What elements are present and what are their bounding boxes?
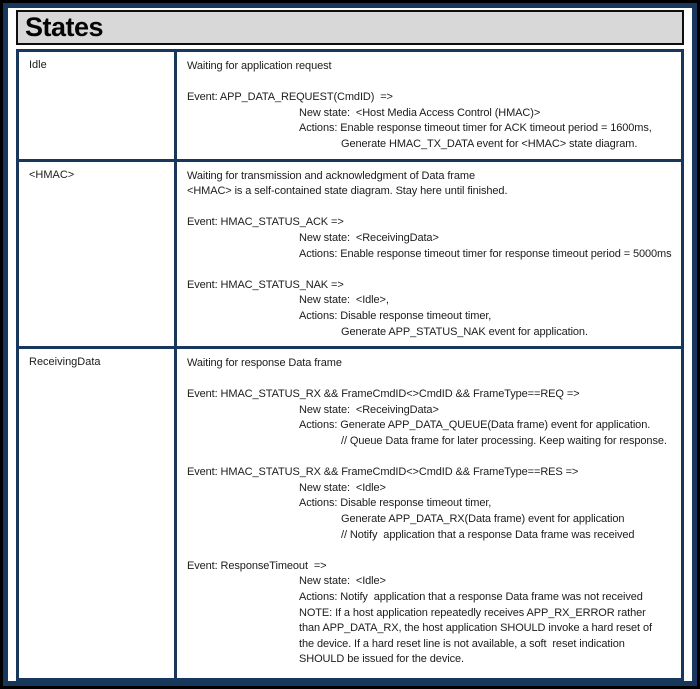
states-table <box>16 49 684 681</box>
content-line: Event: HMAC_STATUS_NAK => <box>187 278 344 291</box>
content-line: <HMAC> is a self-contained state diagram. Stay here until finished. <box>187 185 508 198</box>
content-line: New state: <ReceivingData> <box>299 231 439 244</box>
content-line: New state: <Host Media Access Control (HMAC)> <box>299 106 541 119</box>
content-line <box>187 372 671 388</box>
content-line: New state: <ReceivingData> <box>299 403 439 416</box>
content-line: Actions: Enable response timeout timer for response timeout period = 5000ms <box>299 247 672 260</box>
content-line: Waiting for response Data frame <box>187 357 342 370</box>
content-line: Actions: Disable response timeout timer, <box>299 309 492 322</box>
content-line: New state: <Idle> <box>299 481 386 494</box>
content-line: Generate APP_STATUS_NAK event for application. <box>341 325 588 338</box>
table-row-receivingdata <box>18 348 683 680</box>
content-line: Waiting for application request <box>187 60 332 72</box>
content-line: // Queue Data frame for later processing. Keep waiting for response. <box>341 435 667 448</box>
content-line: than APP_DATA_RX, the host application SHOULD invoke a hard reset of <box>299 622 652 635</box>
content-line: Waiting for transmission and acknowledgment of Data frame <box>187 169 475 182</box>
content-line <box>187 75 671 91</box>
table-row-idle <box>18 51 683 161</box>
content-line: New state: <Idle>, <box>299 294 389 307</box>
document-frame <box>3 3 697 686</box>
table-row-hmac <box>18 160 683 348</box>
content-line: Actions: Enable response timeout timer for ACK timeout period = 1600ms, <box>299 122 652 135</box>
section-header <box>16 10 684 45</box>
state-description-cell <box>176 348 683 680</box>
content-line <box>187 450 671 466</box>
content-line: Generate HMAC_TX_DATA event for <HMAC> state diagram. <box>341 137 638 150</box>
content-line: the device. If a hard reset line is not available, a soft reset indication <box>299 637 625 650</box>
content-line: Actions: Notify application that a response Data frame was not received <box>299 591 643 603</box>
content-line: NOTE: If a host application repeatedly receives APP_RX_ERROR rather <box>299 606 646 619</box>
content-line: Actions: Disable response timeout timer, <box>299 497 492 510</box>
state-name-cell: ReceivingData <box>18 348 176 680</box>
content-line: Generate APP_DATA_RX(Data frame) event for application <box>341 513 625 526</box>
state-name-cell: <HMAC> <box>18 160 176 348</box>
content-line: New state: <Idle> <box>299 575 386 588</box>
content-line <box>187 543 671 559</box>
content-line <box>187 200 671 216</box>
state-description-cell <box>176 160 683 348</box>
content-line: Event: HMAC_STATUS_RX && FrameCmdID<>CmdID && FrameType==REQ => <box>187 388 580 401</box>
content-line: Event: ResponseTimeout => <box>187 559 327 572</box>
content-line <box>187 262 671 278</box>
content-line: Event: HMAC_STATUS_ACK => <box>187 216 344 229</box>
content-line: // Notify application that a response Data frame was received <box>341 528 635 541</box>
state-name-cell: Idle <box>18 51 176 161</box>
content-line: SHOULD be issued for the device. <box>299 653 464 666</box>
content-line: Actions: Generate APP_DATA_QUEUE(Data frame) event for application. <box>299 419 651 432</box>
section-title: States <box>25 12 104 42</box>
content-line: Event: APP_DATA_REQUEST(CmdID) => <box>187 91 393 104</box>
content-line: Event: HMAC_STATUS_RX && FrameCmdID<>CmdID && FrameType==RES => <box>187 466 579 479</box>
state-description-cell <box>176 51 683 161</box>
